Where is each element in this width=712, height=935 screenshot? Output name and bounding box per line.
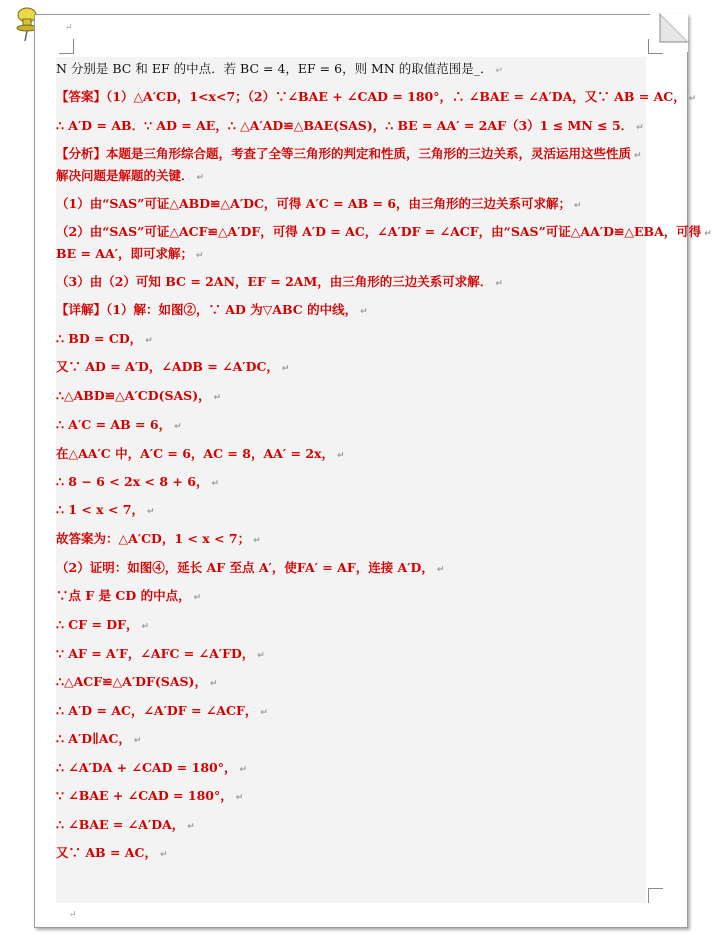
margin-corner-marker (59, 39, 74, 54)
paragraph-mark: ↵ (196, 173, 205, 183)
paragraph-mark: ↵ (281, 364, 290, 374)
paragraph-mark: ↵ (253, 536, 261, 546)
paragraph-mark: ↵ (495, 66, 504, 76)
line-text: 故答案为：△A′CD，1 < x < 7； (56, 531, 251, 546)
paragraph-mark: ↵ (704, 229, 712, 239)
line-text: ∴ A′D = AC，∠A′DF = ∠ACF， (56, 703, 258, 718)
text-line (56, 417, 646, 435)
text-line (56, 61, 646, 79)
text-line (56, 331, 646, 349)
line-text: （1）由“SAS”可证△ABD≌△A′DC，可得 A′C = AB = 6，由三角形的三边关系可求解； (56, 196, 572, 211)
text-line (56, 703, 646, 721)
text-line (56, 302, 646, 320)
paragraph-mark: ↵ (235, 793, 244, 803)
text-line (56, 560, 646, 578)
paragraph-mark: ↵ (239, 765, 248, 775)
line-text: ∴ CF = DF， (56, 617, 139, 632)
line-text: 在△AA′C 中，A′C = 6，AC = 8，AA′ = 2x， (56, 446, 334, 461)
paragraph-mark: ↵ (145, 336, 153, 346)
paragraph-mark: ↵ (174, 422, 182, 432)
line-text: 又∵ AB = AC， (56, 845, 157, 860)
paragraph-mark: ↵ (436, 565, 445, 575)
paragraph-mark: ↵ (193, 593, 202, 603)
paragraph-mark: ↵ (147, 507, 155, 517)
text-line (56, 731, 646, 749)
text-line (56, 588, 646, 606)
line-text: ∴ 8 − 6 < 2x < 8 + 6， (56, 474, 209, 489)
paragraph-mark: ↵ (159, 850, 168, 860)
paragraph-mark: ↵ (211, 479, 220, 489)
line-text: ∴△ABD≌△A′CD(SAS)， (56, 388, 211, 403)
text-line (56, 502, 646, 520)
text-line (56, 845, 646, 863)
paragraph-mark: ↵ (636, 123, 644, 133)
line-text: （2）由“SAS”可证△ACF≌△A′DF，可得 A′D = AC，∠A′DF = ∠ACF，由“SAS”可证△AA′D≌△EBA，可得 (56, 224, 702, 239)
text-line (56, 788, 646, 806)
line-text: 又∵ AD = A′D，∠ADB = ∠A′DC， (56, 359, 279, 374)
paragraph-mark: ↵ (69, 910, 77, 920)
line-text: 【答案】（1）△A′CD，1<x<7；（2）∵∠BAE + ∠CAD = 180°，∴ ∠BAE = ∠A′DA，又∵ AB = AC， (56, 89, 686, 104)
line-text: ∴ BD = CD， (56, 331, 143, 346)
text-line (56, 196, 646, 214)
paragraph-mark: ↵ (634, 151, 642, 161)
paragraph-mark: ↵ (495, 279, 503, 289)
margin-corner-marker (648, 39, 663, 54)
paragraph-mark: ↵ (141, 622, 150, 632)
document-page (34, 14, 712, 928)
text-line (56, 617, 646, 635)
line-text: ∵ ∠BAE + ∠CAD = 180°， (56, 788, 233, 803)
line-text: ∴ ∠A′DA + ∠CAD = 180°， (56, 760, 237, 775)
line-text: ∴ 1 < x < 7， (56, 502, 145, 517)
margin-corner-marker (648, 888, 663, 903)
text-line (56, 474, 646, 492)
text-line (56, 359, 646, 377)
text-line (56, 274, 646, 292)
paragraph-mark: ↵ (260, 708, 268, 718)
line-text: ∴ A′D = AB．∵ AD = AE，∴ △A′AD≌△BAE(SAS)，∴ BE = AA′ = 2AF（3）1 ≤ MN ≤ 5． (56, 118, 634, 133)
line-text: BE = AA′，即可求解； (56, 246, 193, 261)
line-text: N 分别是 BC 和 EF 的中点．若 BC = 4，EF = 6，则 MN 的取值范围是_． (56, 61, 493, 76)
paragraph-mark: ↵ (195, 251, 204, 261)
paragraph-mark: ↵ (65, 23, 73, 33)
text-line (56, 531, 646, 549)
text-line (56, 388, 646, 406)
paragraph-mark: ↵ (187, 822, 195, 832)
line-text: ∵ AF = A′F，∠AFC = ∠A′FD， (56, 646, 255, 661)
paragraph-mark: ↵ (360, 307, 368, 317)
text-line (56, 446, 646, 464)
text-line (56, 89, 697, 107)
text-line (56, 146, 646, 164)
line-text: ∵点 F 是 CD 的中点， (56, 588, 191, 603)
line-text: 【分析】本题是三角形综合题，考查了全等三角形的判定和性质，三角形的三边关系，灵活运用这些性质 (56, 146, 632, 161)
text-line (56, 118, 646, 136)
paragraph-mark: ↵ (133, 736, 142, 746)
document-body (56, 57, 712, 903)
paragraph-mark: ↵ (209, 679, 218, 689)
text-line (56, 817, 646, 835)
text-line (56, 760, 646, 778)
line-text: ∴ ∠BAE = ∠A′DA， (56, 817, 185, 832)
text-line (56, 168, 646, 186)
line-text: （2）证明：如图④，延长 AF 至点 A′，使FA′ = AF，连接 A′D， (56, 560, 434, 575)
paragraph-mark: ↵ (688, 94, 697, 104)
line-text: ∴ A′C = AB = 6， (56, 417, 172, 432)
text-line (56, 646, 646, 664)
paragraph-mark: ↵ (336, 451, 345, 461)
paragraph-mark: ↵ (574, 201, 582, 211)
line-text: ∴ A′D∥AC， (56, 731, 131, 746)
line-text: ∴△ACF≌△A′DF(SAS)， (56, 674, 207, 689)
line-text: （3）由（2）可知 BC = 2AN，EF = 2AM，由三角形的三边关系可求解． (56, 274, 493, 289)
text-line (56, 674, 646, 692)
line-text: 解决问题是解题的关键． (56, 168, 194, 183)
paragraph-mark: ↵ (257, 651, 265, 661)
text-line (56, 224, 712, 242)
paragraph-mark: ↵ (213, 393, 222, 403)
text-line (56, 246, 646, 264)
line-text: 【详解】（1）解：如图②，∵ AD 为▽ABC 的中线， (56, 302, 358, 317)
